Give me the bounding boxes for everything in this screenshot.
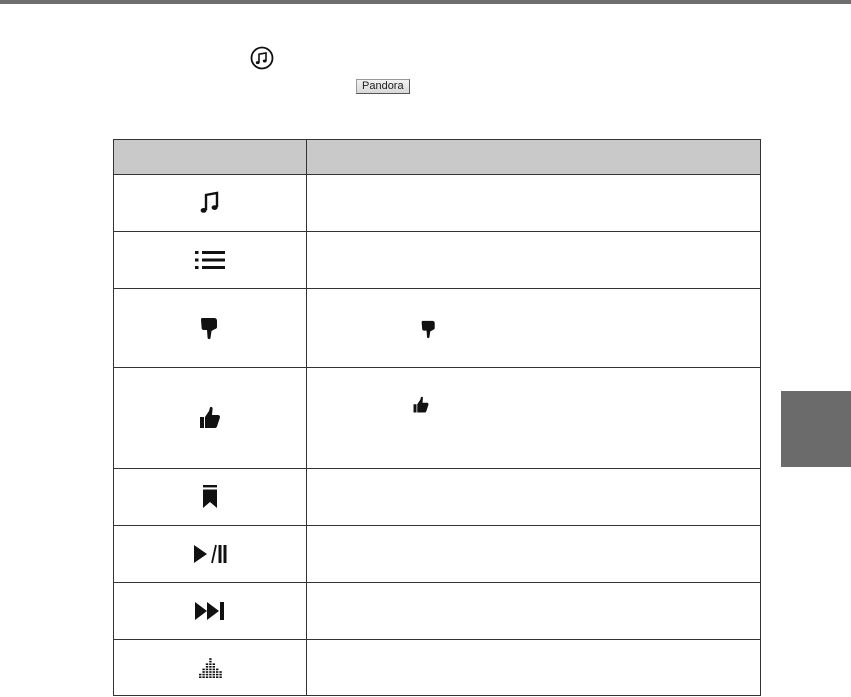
description-cell: [307, 289, 761, 368]
description-cell: [307, 526, 761, 583]
table-row: [114, 175, 761, 232]
description-cell: [307, 175, 761, 232]
play-pause-icon: [193, 544, 227, 564]
icon-cell: [114, 289, 307, 368]
table-row: [114, 469, 761, 526]
thumbs-up-icon: [412, 395, 430, 415]
description-cell: [307, 469, 761, 526]
icon-cell: [114, 368, 307, 469]
table-header-row: [114, 140, 761, 175]
header-icon-column: [114, 140, 307, 175]
description-cell: [307, 232, 761, 289]
music-note-circle-icon: [250, 46, 274, 70]
table-row: [114, 583, 761, 640]
table-row: [114, 640, 761, 696]
thumbs-down-icon: [199, 316, 221, 340]
function-table: [113, 139, 761, 696]
icon-cell: [114, 583, 307, 640]
icon-cell: [114, 175, 307, 232]
table-row: [114, 232, 761, 289]
thumbs-up-icon: [198, 406, 222, 430]
top-rule: [0, 0, 851, 4]
header-function-column: [307, 140, 761, 175]
description-cell: [307, 640, 761, 696]
icon-cell: [114, 232, 307, 289]
table-row: [114, 289, 761, 368]
table-row: [114, 368, 761, 469]
equalizer-icon: [198, 657, 222, 679]
section-tab: [781, 391, 851, 467]
skip-forward-icon: [195, 601, 225, 621]
icon-cell: [114, 526, 307, 583]
icon-cell: [114, 640, 307, 696]
list-icon: [195, 250, 225, 270]
pandora-badge: Pandora: [356, 79, 410, 94]
table-row: [114, 526, 761, 583]
icon-cell: [114, 469, 307, 526]
music-note-icon: [199, 191, 221, 215]
description-cell: [307, 583, 761, 640]
bookmark-icon: [202, 485, 218, 509]
thumbs-down-icon: [420, 318, 438, 340]
description-cell: [307, 368, 761, 469]
